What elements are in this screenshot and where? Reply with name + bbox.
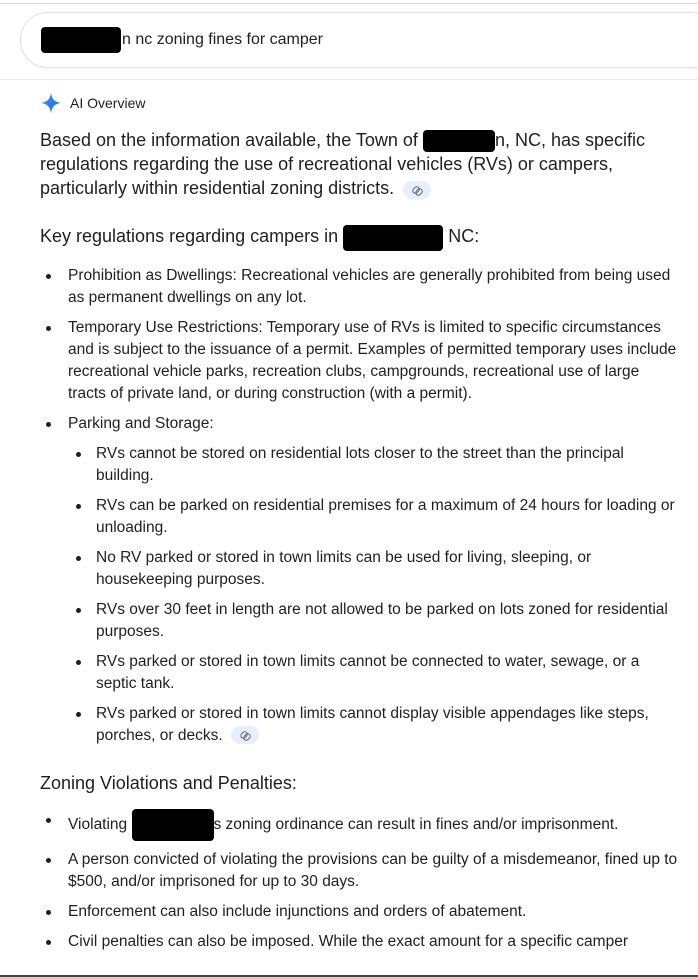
item-label: Parking and Storage: <box>68 414 214 432</box>
item-text: Temporary use of RVs is limited to specific circumstances and is subject to the issuance of a permit. Examples of permitted temporary uses include recreational vehicle parks, recreation clubs, campgrounds, recreational use of large tracts of private land, or during construction (with a permit). <box>68 318 677 402</box>
list-item <box>40 317 680 405</box>
ai-overview-header <box>40 91 145 115</box>
heading-text-start: Key regulations regarding campers in <box>40 226 339 247</box>
list-item <box>40 809 680 841</box>
key-regulations-heading <box>40 224 680 250</box>
key-regulations-list <box>40 265 680 747</box>
sparkle-icon <box>40 92 62 114</box>
link-icon[interactable] <box>231 726 259 744</box>
list-item: Enforcement can also include injunctions and orders of abatement. <box>40 901 680 923</box>
intro-paragraph <box>40 128 680 200</box>
list-item: RVs over 30 feet in length are not allowed to be parked on lots zoned for residential purposes. <box>68 599 680 643</box>
ai-overview-content <box>40 128 680 961</box>
ai-overview-label: AI Overview <box>70 95 146 111</box>
redacted-text <box>343 225 443 251</box>
search-query: n nc zoning fines for camper <box>122 31 323 48</box>
list-item: RVs can be parked on residential premises for a maximum of 24 hours for loading or unloading. <box>68 495 680 539</box>
intro-text-end: n, NC, has specific regulations regarding the use of recreational vehicles (RVs) or campers, particularly within residential zoning districts. <box>40 130 645 199</box>
item-text-end: s zoning ordinance can result in fines and/or imprisonment. <box>213 815 619 833</box>
redacted-text <box>41 27 121 53</box>
top-divider <box>0 3 698 4</box>
item-label: Temporary Use Restrictions: <box>68 318 263 336</box>
list-item: RVs cannot be stored on residential lots closer to the street than the principal building. <box>68 443 680 487</box>
item-text: Recreational vehicles are generally prohibited from being used as permanent dwellings on any lot. <box>68 266 671 306</box>
header-divider <box>0 79 698 80</box>
intro-text-start: Based on the information available, the Town of <box>40 130 418 150</box>
zoning-violations-heading: Zoning Violations and Penalties: <box>40 772 297 793</box>
list-item: RVs parked or stored in town limits cannot be connected to water, sewage, or a septic tank. <box>68 651 680 695</box>
parking-storage-list <box>68 443 680 747</box>
redacted-text <box>132 809 214 841</box>
zoning-violations-list <box>40 809 680 953</box>
item-text-start: Violating <box>68 815 128 833</box>
list-item: A person convicted of violating the provisions can be guilty of a misdemeanor, fined up to $500, and/or imprisoned for up to 30 days. <box>40 849 680 893</box>
list-item <box>40 265 680 309</box>
item-text: RVs parked or stored in town limits cannot display visible appendages like steps, porches, or decks. <box>96 704 649 744</box>
item-label: Prohibition as Dwellings: <box>68 266 237 284</box>
list-item: No RV parked or stored in town limits can be used for living, sleeping, or housekeeping purposes. <box>68 547 680 591</box>
list-item <box>40 413 680 747</box>
link-icon[interactable] <box>403 181 431 199</box>
search-input[interactable] <box>20 12 698 68</box>
heading-text-end: NC: <box>448 226 480 247</box>
list-item: Civil penalties can also be imposed. While the exact amount for a specific camper <box>40 931 680 953</box>
redacted-text <box>423 130 495 152</box>
list-item <box>68 703 680 747</box>
